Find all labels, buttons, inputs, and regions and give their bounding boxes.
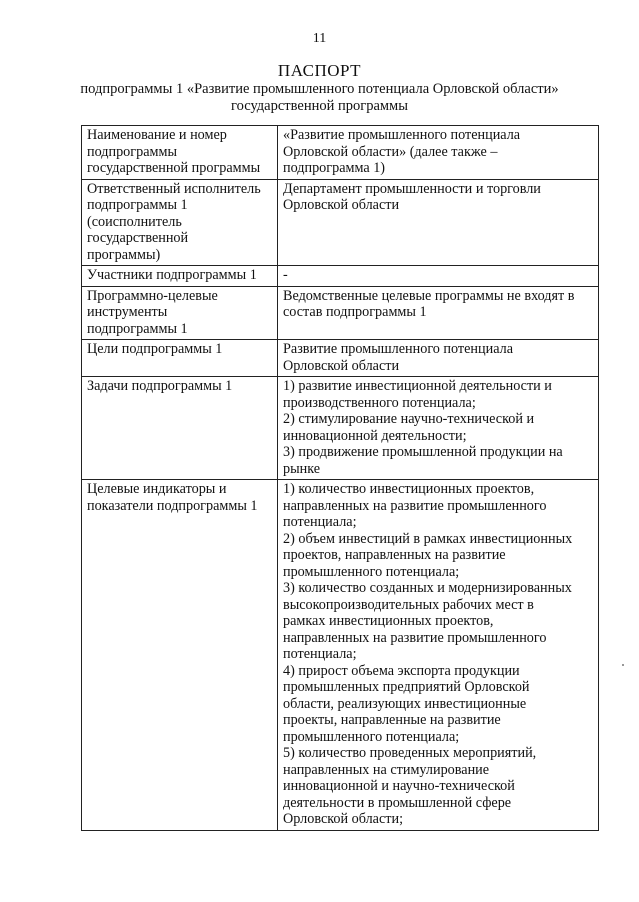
passport-table [81, 125, 599, 831]
row-value-line: - [283, 267, 288, 283]
row-value-cell [278, 266, 599, 287]
row-label-line: Наименование и номер [87, 127, 227, 143]
row-label-line: подпрограммы [87, 143, 177, 160]
passport-row [82, 480, 599, 831]
passport-row [82, 126, 599, 180]
margin-mark [622, 664, 624, 666]
document-subtitle-line-2: государственной программы [231, 98, 408, 114]
row-label-line: Задачи подпрограммы 1 [87, 378, 233, 394]
passport-row [82, 377, 599, 480]
row-value-line: Орловской области; [283, 811, 404, 827]
row-label-cell [82, 179, 278, 266]
row-value-line: промышленного потенциала; [283, 728, 460, 745]
row-value-line: 1) количество инвестиционных проектов, [283, 481, 535, 497]
row-value-line: 4) прирост объема экспорта продукции [283, 662, 520, 679]
row-value-cell [278, 179, 599, 266]
row-value-line: инновационной деятельности; [283, 427, 467, 444]
row-value-line: Развитие промышленного потенциала [283, 341, 513, 357]
row-value-line: Орловской области [283, 357, 400, 374]
row-value-line: 3) количество созданных и модернизированных [283, 580, 572, 596]
passport-row [82, 179, 599, 266]
row-label-line: программы) [87, 246, 161, 263]
row-label-line: подпрограммы 1 [87, 320, 188, 337]
row-label-cell [82, 126, 278, 180]
row-label-cell [82, 377, 278, 480]
row-value-line: Департамент промышленности и торговли [283, 180, 541, 197]
row-value-line: 2) стимулирование научно-технической и [283, 411, 535, 427]
row-label-line: Участники подпрограммы 1 [87, 267, 257, 283]
row-value-line: проектов, направленных на развитие [283, 547, 506, 563]
passport-row [82, 340, 599, 377]
passport-table-body [82, 126, 599, 831]
row-label-line: Целевые индикаторы и [87, 481, 227, 497]
row-label-cell [82, 340, 278, 377]
row-value-line: деятельности в промышленной сфере [283, 794, 512, 811]
passport-row [82, 266, 599, 287]
row-value-line: промышленных предприятий Орловской [283, 679, 530, 695]
page-number: 11 [312, 31, 327, 46]
row-value-line: 1) развитие инвестиционной деятельности и [283, 378, 552, 394]
row-value-line: Орловской области» (далее также – [283, 143, 498, 160]
row-value-cell [278, 286, 599, 340]
row-value-line: «Развитие промышленного потенциала [283, 127, 521, 143]
row-value-line: направленных на развитие промышленного [283, 497, 547, 514]
row-label-line: государственной программы [87, 160, 261, 176]
row-value-line: подпрограмма 1) [283, 160, 386, 176]
document-subtitle-line-1: подпрограммы 1 «Развитие промышленного потенциала Орловской области» [80, 81, 559, 97]
row-value-line: Орловской области [283, 197, 400, 213]
row-value-line: высокопроизводительных рабочих мест в [283, 596, 534, 613]
row-value-line: 3) продвижение промышленной продукции на [283, 444, 563, 460]
row-label-line: инструменты [87, 304, 168, 320]
row-value-line: направленных на развитие промышленного [283, 629, 547, 646]
row-value-line: направленных на стимулирование [283, 761, 490, 778]
row-value-line: проекты, направленные на развитие [283, 712, 501, 728]
row-label-line: Цели подпрограммы 1 [87, 341, 223, 357]
row-value-line: 2) объем инвестиций в рамках инвестиционных [283, 530, 573, 547]
row-value-line: потенциала; [283, 514, 357, 530]
row-value-cell [278, 340, 599, 377]
row-label-line: показатели подпрограммы 1 [87, 497, 258, 514]
row-value-cell [278, 480, 599, 831]
row-value-line: Ведомственные целевые программы не входят в [283, 287, 575, 304]
row-value-line: рынке [283, 460, 321, 477]
row-value-line: рамках инвестиционных проектов, [283, 613, 494, 629]
row-value-line: области, реализующих инвестиционные [283, 695, 527, 712]
row-label-line: Ответственный исполнитель [87, 180, 261, 197]
row-value-line: инновационной и научно-технической [283, 778, 515, 794]
row-value-line: 5) количество проведенных мероприятий, [283, 745, 537, 761]
row-label-line: подпрограммы 1 [87, 197, 188, 213]
row-label-cell [82, 266, 278, 287]
row-value-cell [278, 377, 599, 480]
row-label-cell [82, 286, 278, 340]
row-label-line: Программно-целевые [87, 287, 218, 304]
row-label-cell [82, 480, 278, 831]
passport-row [82, 286, 599, 340]
row-value-line: потенциала; [283, 646, 357, 662]
document-title: ПАСПОРТ [277, 61, 362, 80]
document-header [0, 61, 639, 115]
row-value-line: производственного потенциала; [283, 394, 476, 411]
row-value-cell [278, 126, 599, 180]
row-value-line: состав подпрограммы 1 [283, 304, 427, 320]
row-value-line: промышленного потенциала; [283, 563, 460, 580]
row-label-line: (соисполнитель [87, 213, 182, 230]
row-label-line: государственной [87, 230, 189, 246]
